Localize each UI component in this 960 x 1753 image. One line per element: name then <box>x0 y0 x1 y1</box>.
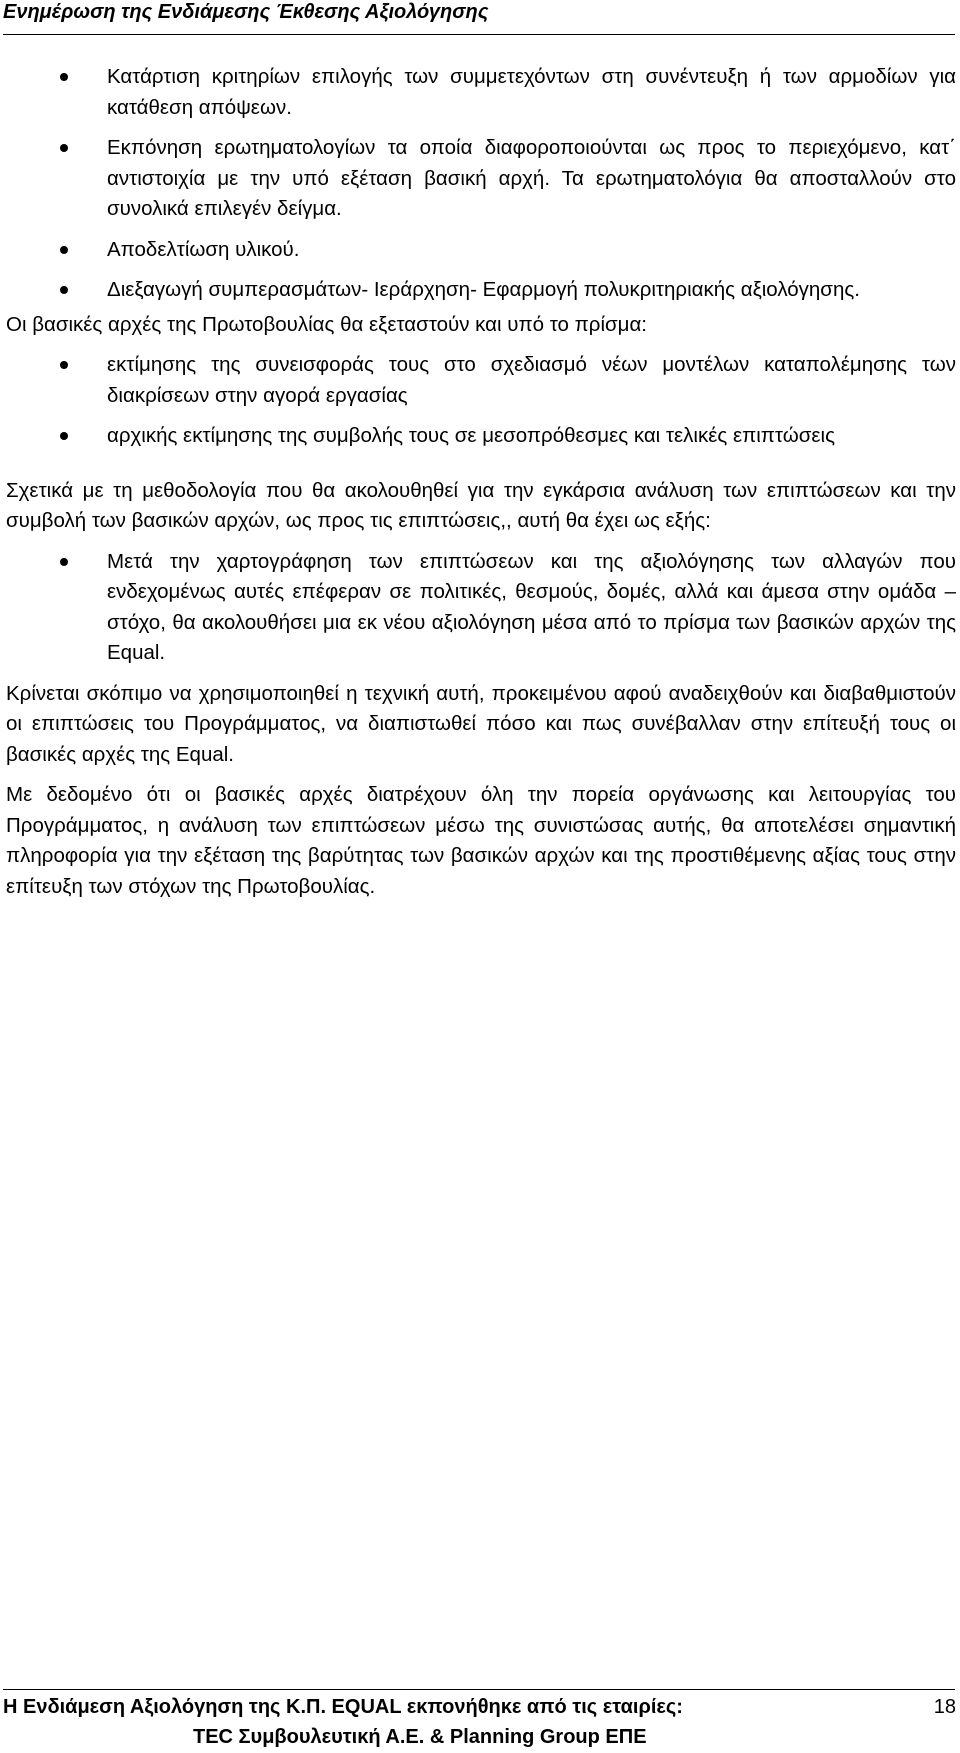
page-header <box>3 0 955 35</box>
list-item <box>6 350 956 411</box>
bullet-icon <box>60 246 68 254</box>
bullet-list-steps <box>6 62 956 306</box>
paragraph-intro: Οι βασικές αρχές της Πρωτοβουλίας θα εξεταστούν και υπό το πρίσμα: <box>6 312 648 336</box>
list-item-text: Αποδελτίωση υλικού. <box>107 237 300 261</box>
footer-credit-line: Η Ενδιάμεση Αξιολόγηση της Κ.Π. EQUAL εκπονήθηκε από τις εταιρίες: <box>3 1696 683 1718</box>
list-item-text: εκτίμησης της συνεισφοράς τους στο σχεδιασμό νέων μοντέλων καταπολέμησης των διακρίσεων στην αγορά εργασίας <box>107 353 956 407</box>
bullet-icon <box>60 73 68 81</box>
list-item-text: Κατάρτιση κριτηρίων επιλογής των συμμετεχόντων στη συνέντευξη ή των αρμοδίων για κατάθεση απόψεων. <box>107 65 956 119</box>
list-item-text: Διεξαγωγή συμπερασμάτων- Ιεράρχηση- Εφαρμογή πολυκριτηριακής αξιολόγησης. <box>107 278 860 301</box>
paragraph-conclusion: Με δεδομένο ότι οι βασικές αρχές διατρέχουν όλη την πορεία οργάνωσης και λειτουργίας του Προγράμματος, η ανάλυση των επιπτώσεων μέσω της συνιστώσας αυτής, θα αποτελέσει σημαντική πληροφορία για την εξέταση της βαρύτητας των βασικών αρχών και της προστιθέμενης αξίας τους στην επίτευξη των στόχων της Πρωτοβουλίας. <box>6 783 956 898</box>
paragraph-technique: Κρίνεται σκόπιμο να χρησιμοποιηθεί η τεχνική αυτή, προκειμένου αφού αναδειχθούν και διαβαθμιστούν οι επιπτώσεις του Προγράμματος, να διαπιστωθεί πόσο και πως συνέβαλλαν στην επίτευξή τους οι βασικές αρχές της Equal. <box>6 681 956 766</box>
footer-companies-line: TEC Συμβουλευτική Α.Ε. & Planning Group ΕΠΕ <box>193 1726 647 1748</box>
list-item <box>6 133 956 225</box>
list-item <box>6 275 956 306</box>
list-item <box>6 62 956 123</box>
bullet-list-methodology <box>6 547 956 669</box>
spacer <box>6 452 956 476</box>
list-item <box>6 421 956 452</box>
list-item-text: αρχικής εκτίμησης της συμβολής τους σε μεσοπρόθεσμες και τελικές επιπτώσεις <box>107 424 835 447</box>
bullet-icon <box>60 361 68 369</box>
list-item-text: Εκπόνηση ερωτηματολογίων τα οποία διαφοροποιούνται ως προς το περιεχόμενο, κατ΄ αντιστοιχία με την υπό εξέταση βασική αρχή. Τα ερωτηματολόγια θα αποσταλλούν στο συνολικά επιλεγέν δείγμα. <box>107 136 956 220</box>
bullet-icon <box>60 286 68 294</box>
paragraph-methodology: Σχετικά με τη μεθοδολογία που θα ακολουθηθεί για την εγκάρσια ανάλυση των επιπτώσεων και την συμβολή των βασικών αρχών, ως προς τις επιπτώσεις,, αυτή θα έχει ως εξής: <box>6 478 956 532</box>
document-body <box>6 62 956 902</box>
header-title: Ενημέρωση της Ενδιάμεσης Έκθεσης Αξιολόγησης <box>3 1 489 23</box>
list-item <box>6 547 956 669</box>
bullet-icon <box>60 558 68 566</box>
page-number: 18 <box>933 1696 956 1718</box>
list-item <box>6 235 956 266</box>
bullet-list-prism <box>6 350 956 452</box>
bullet-icon <box>60 144 68 152</box>
list-item-text: Μετά την χαρτογράφηση των επιπτώσεων και της αξιολόγησης των αλλαγών που ενδεχομένως αυτές επέφεραν σε πολιτικές, θεσμούς, δομές, αλλά και άμεσα στην ομάδα – στόχο, θα ακολουθήσει μια εκ νέου αξιολόγηση μέσα από το πρίσμα των βασικών αρχών της Equal. <box>107 549 956 664</box>
footer-divider <box>3 1689 955 1690</box>
bullet-icon <box>60 432 68 440</box>
